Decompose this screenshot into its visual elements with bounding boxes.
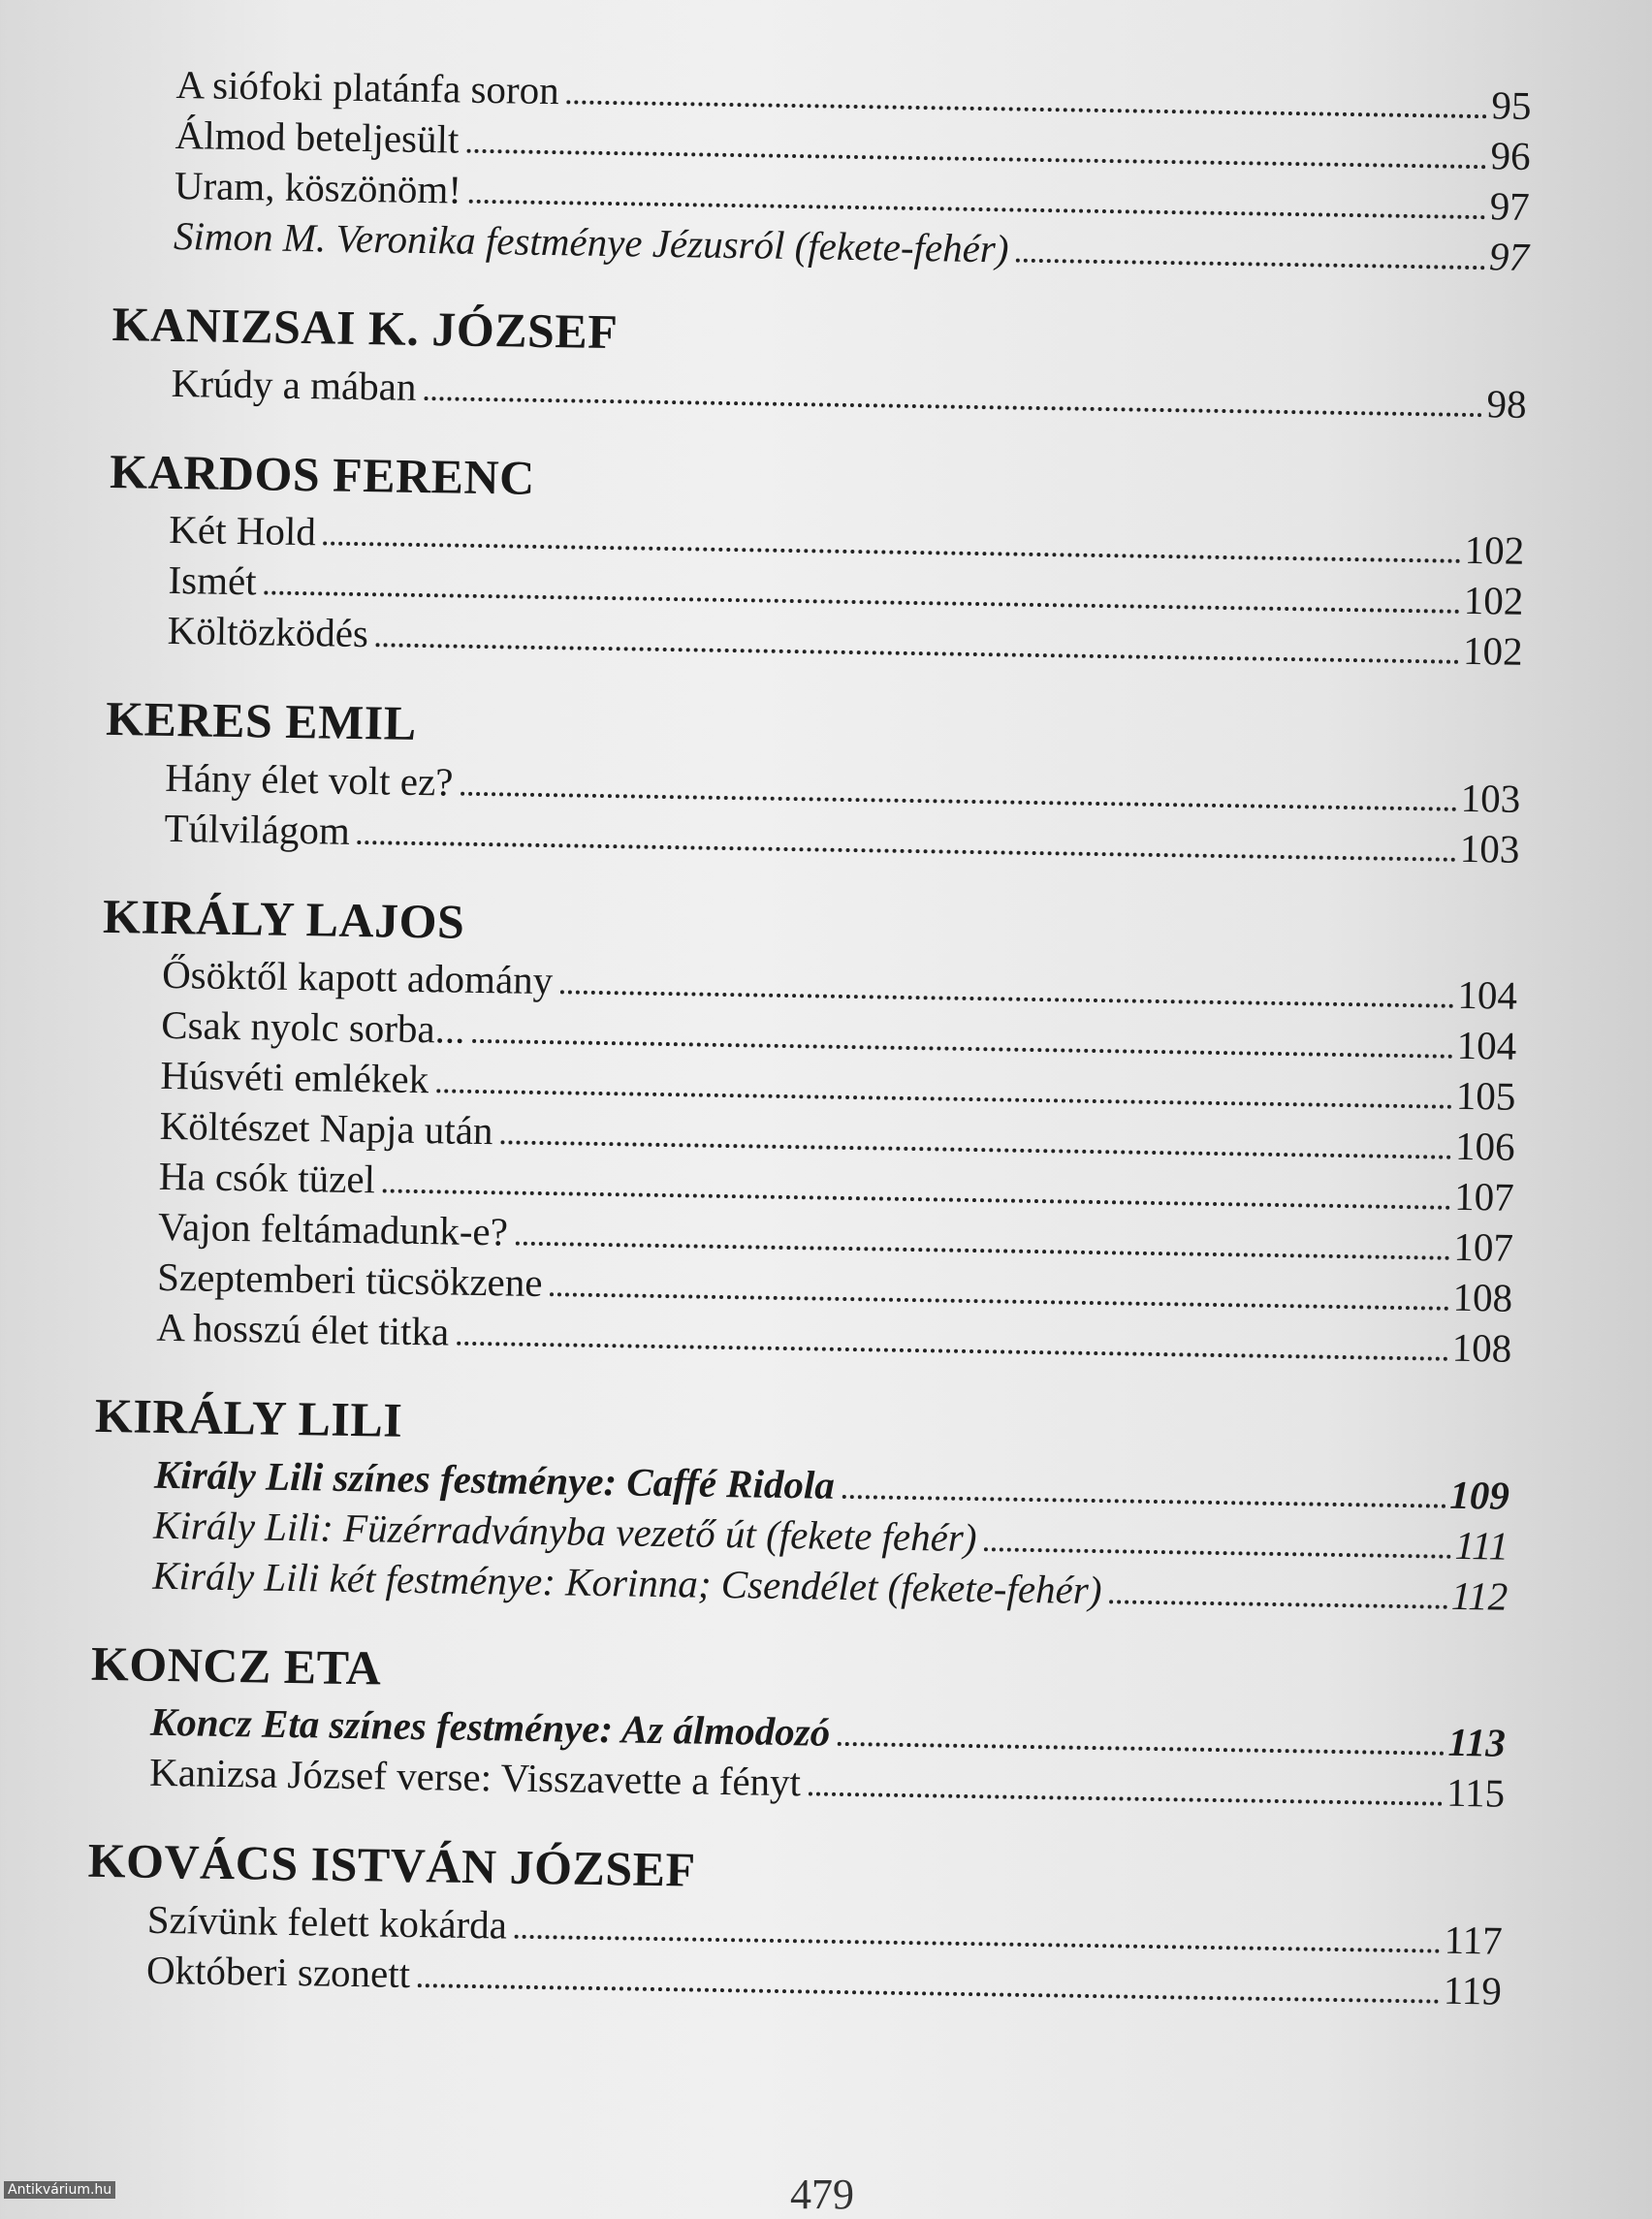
entry-title: A siófoki platánfa soron (175, 61, 560, 113)
dot-leader (472, 1039, 1452, 1059)
author-heading: KANIZSAI K. JÓZSEF (111, 296, 619, 360)
entry-page-number: 107 (1453, 1173, 1515, 1220)
entry-title: Szívünk felett kokárda (146, 1896, 508, 1948)
entry-title: Októberi szonett (145, 1947, 411, 1996)
dot-leader (376, 643, 1459, 664)
entry-title: Simon M. Veronika festménye Jézusról (fekete-fehér) (173, 212, 1009, 271)
entry-page-number: 103 (1459, 825, 1520, 872)
dot-leader (457, 1342, 1448, 1361)
entry-page-number: 104 (1457, 971, 1518, 1018)
entry-page-number: 104 (1456, 1022, 1517, 1068)
dot-leader (1109, 1600, 1446, 1608)
entry-title: Koncz Eta színes festménye: Az álmodozó (149, 1698, 831, 1755)
entry-page-number: 113 (1447, 1719, 1507, 1765)
entry-page-number: 103 (1460, 775, 1521, 821)
dot-leader (466, 149, 1486, 170)
dot-leader (842, 1494, 1446, 1507)
dot-leader (516, 1242, 1450, 1260)
toc-section (107, 443, 1525, 676)
entry-title: Király Lili: Füzérradványba vezető út (fekete fehér) (152, 1502, 977, 1560)
entry-title: Uram, köszönöm! (174, 162, 462, 212)
toc-section (111, 297, 1528, 428)
toc-section (104, 691, 1521, 873)
toc-section (92, 1388, 1510, 1621)
entry-page-number: 112 (1450, 1572, 1509, 1619)
entry-title: Szeptemberi tücsökzene (156, 1253, 543, 1306)
entry-page-number: 105 (1455, 1072, 1516, 1119)
entry-title: Csak nyolc sorba... (160, 1001, 465, 1052)
dot-leader (515, 1934, 1441, 1952)
entry-title: Ősöktől kapott adomány (161, 951, 554, 1003)
entry-page-number: 97 (1488, 234, 1530, 279)
author-heading: KOVÁCS ISTVÁN JÓZSEF (87, 1832, 696, 1897)
dot-leader (358, 840, 1456, 862)
toc-section (113, 58, 1532, 282)
entry-title: Krúdy a mában (171, 360, 417, 409)
entry-title: Húsvéti emlékek (160, 1052, 429, 1102)
entry-page-number: 102 (1464, 526, 1525, 573)
author-heading: KIRÁLY LAJOS (102, 888, 465, 949)
entry-page-number: 111 (1454, 1522, 1509, 1569)
entry-page-number: 108 (1452, 1274, 1513, 1320)
entry-page-number: 107 (1453, 1223, 1514, 1270)
dot-leader (500, 1140, 1451, 1158)
dot-leader (838, 1742, 1445, 1756)
entry-title: Ismét (168, 556, 258, 604)
entry-page-number: 102 (1463, 577, 1524, 623)
entry-page-number: 98 (1486, 380, 1527, 427)
entry-page-number: 109 (1449, 1472, 1510, 1518)
toc-section (86, 1833, 1504, 2015)
entry-title: Túlvilágom (164, 805, 351, 853)
entry-title: Király Lili két festménye: Korinna; Csendélet (fekete-fehér) (152, 1552, 1102, 1612)
entry-page-number: 97 (1489, 183, 1531, 229)
entry-page-number: 119 (1443, 1967, 1503, 2013)
entry-title: Költözködés (167, 607, 369, 656)
dot-leader (566, 100, 1487, 118)
entry-page-number: 115 (1446, 1769, 1506, 1816)
entry-page-number: 96 (1490, 133, 1531, 178)
entry-title: Költészet Napja után (159, 1102, 493, 1154)
entry-title: Ha csók tüzel (158, 1153, 376, 1202)
entry-title: Király Lili színes festménye: Caffé Ridola (153, 1451, 836, 1507)
author-heading: KIRÁLY LILI (94, 1387, 403, 1447)
dot-leader (418, 1983, 1440, 2004)
entry-title: Hány élet volt ez? (164, 754, 454, 805)
entry-title: A hosszú élet titka (156, 1304, 450, 1354)
entry-title: Kanizsa József verse: Visszavette a fényt (148, 1749, 802, 1805)
entry-page-number: 108 (1451, 1324, 1512, 1371)
entry-page-number: 117 (1444, 1917, 1504, 1963)
watermark: Antikvárium.hu (4, 2181, 115, 2199)
table-of-contents (85, 58, 1532, 2052)
dot-leader (461, 791, 1456, 810)
toc-section (96, 888, 1518, 1373)
entry-title: Álmod beteljesült (175, 111, 460, 162)
author-heading: KONCZ ETA (90, 1635, 382, 1695)
dot-leader (1016, 259, 1485, 270)
entry-page-number: 102 (1462, 627, 1523, 674)
toc-section (89, 1635, 1507, 1818)
dot-leader (560, 990, 1453, 1007)
dot-leader (984, 1547, 1450, 1559)
author-heading: KERES EMIL (105, 690, 418, 750)
dot-leader (550, 1292, 1448, 1311)
page-number: 479 (790, 2171, 854, 2218)
dot-leader (809, 1791, 1443, 1805)
entry-page-number: 106 (1454, 1123, 1515, 1169)
entry-title: Vajon feltámadunk-e? (157, 1203, 509, 1254)
author-heading: KARDOS FERENC (109, 443, 536, 505)
dot-leader (424, 396, 1482, 417)
dot-leader (469, 200, 1486, 219)
entry-title: Két Hold (169, 506, 317, 555)
entry-page-number: 95 (1491, 82, 1532, 128)
dot-leader (436, 1089, 1452, 1108)
